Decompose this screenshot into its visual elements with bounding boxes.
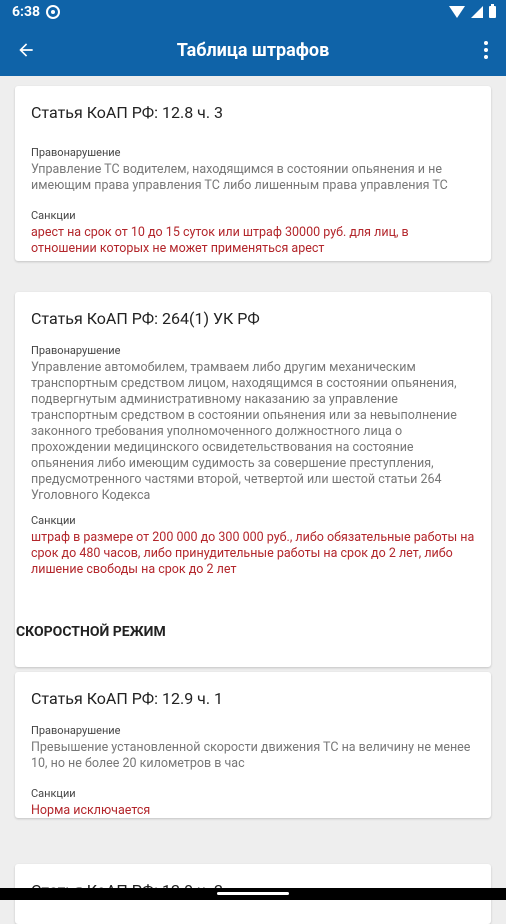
gesture-handle[interactable] xyxy=(217,892,289,895)
status-icons xyxy=(449,6,496,18)
violation-label: Правонарушение xyxy=(31,724,121,737)
notification-icon xyxy=(46,5,60,19)
overflow-menu-button[interactable] xyxy=(466,24,506,76)
violation-label: Правонарушение xyxy=(31,146,121,159)
article-title: Статья КоАП РФ: 12.8 ч. 3 xyxy=(31,103,224,122)
violation-text: Превышение установленной скорости движения ТС на величину не менее 10, но не более 20 километров в час xyxy=(31,740,471,771)
wifi-icon xyxy=(449,6,465,18)
status-bar xyxy=(0,0,506,24)
back-button[interactable] xyxy=(0,24,52,76)
status-time: 6:38 xyxy=(12,4,41,20)
fines-list[interactable] xyxy=(0,76,506,888)
sanction-label: Санкции xyxy=(31,514,76,527)
battery-icon xyxy=(489,6,496,18)
sanction-label: Санкции xyxy=(31,787,76,800)
arrow-back-icon xyxy=(16,40,36,60)
fine-card[interactable] xyxy=(15,672,491,818)
violation-label: Правонарушение xyxy=(31,344,121,357)
sanction-text: Норма исключается xyxy=(31,803,151,818)
fine-card[interactable] xyxy=(15,292,491,667)
sanction-text: арест на срок от 10 до 15 суток или штраф 30000 руб. для лиц, в отношении которых не может применяться арест xyxy=(31,225,409,256)
system-nav-bar xyxy=(0,888,506,900)
section-header-speed: СКОРОСТНОЙ РЕЖИМ xyxy=(16,624,166,640)
page-title: Таблица штрафов xyxy=(176,39,330,61)
article-title: Статья КоАП РФ: 264(1) УК РФ xyxy=(31,309,260,328)
app-bar xyxy=(0,24,506,76)
sanction-label: Санкции xyxy=(31,209,76,222)
more-vert-icon xyxy=(484,41,488,45)
violation-text: Управление автомобилем, трамваем либо другим механическим транспортным средством лицом, находящимся в состоянии опьянения, подвергнутым административному наказанию за управление транспортным средством в состоянии опьянения или за невыполнение законного требования уполномоченного должностного лица о прохождении медицинского освидетельствования на состояние опьянения либо имеющим судимость за совершение преступления, предусмотренного частями второй, четвертой или шестой статьи 264 Уголовного Кодекса xyxy=(31,360,457,503)
article-title: Статья КоАП РФ: 12.9 ч. 1 xyxy=(31,689,224,708)
fine-card[interactable] xyxy=(15,86,491,261)
violation-text: Управление ТС водителем, находящимся в состоянии опьянения и не имеющим права управления ТС либо лишенным права управления ТС xyxy=(31,162,448,193)
sanction-text: штраф в размере от 200 000 до 300 000 руб., либо обязательные работы на срок до 480 часов, либо принудительные работы на срок до 2 лет, либо лишение свободы на срок до 2 лет xyxy=(31,530,475,577)
signal-icon xyxy=(471,6,483,18)
